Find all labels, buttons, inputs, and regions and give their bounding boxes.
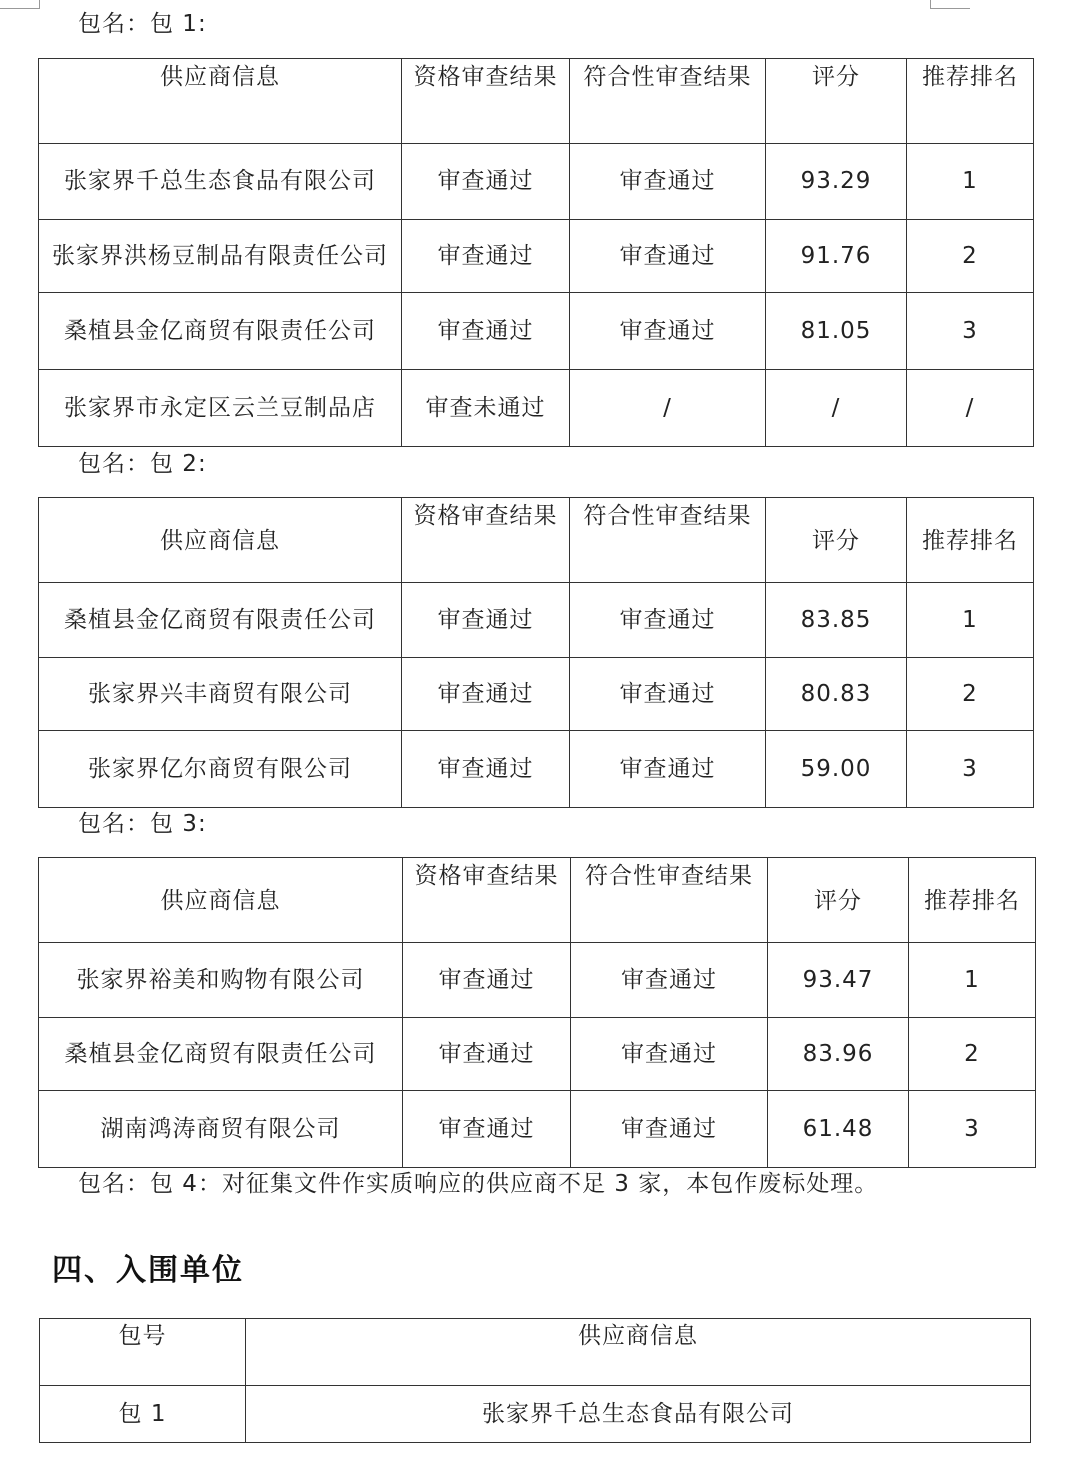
rank-cell: /: [907, 370, 1034, 447]
header-cell: 供应商信息: [39, 498, 402, 583]
qualification-cell: 审查通过: [402, 144, 570, 220]
table-row: [40, 1386, 1031, 1443]
package-3-label: 包名：包 3:: [78, 811, 207, 837]
qualification-cell: 审查通过: [402, 658, 570, 731]
score-cell: 61.48: [768, 1091, 909, 1168]
supplier-cell: 张家界兴丰商贸有限公司: [39, 658, 402, 731]
qualification-cell: 审查通过: [402, 293, 570, 370]
header-cell: 资格审查结果: [403, 858, 571, 943]
header-cell: 推荐排名: [907, 59, 1034, 144]
rank-cell: 2: [907, 658, 1034, 731]
supplier-cell: 桑植县金亿商贸有限责任公司: [39, 1018, 403, 1091]
rank-cell: 3: [907, 731, 1034, 808]
score-cell: 91.76: [766, 220, 907, 293]
table-header-row: [40, 1319, 1031, 1386]
header-cell: 评分: [766, 498, 907, 583]
header-cell: 推荐排名: [907, 498, 1034, 583]
rank-cell: 3: [909, 1091, 1036, 1168]
supplier-cell: 张家界洪杨豆制品有限责任公司: [39, 220, 402, 293]
table-row: [39, 658, 1034, 731]
package-2-table: [38, 497, 1034, 808]
rank-cell: 1: [907, 144, 1034, 220]
table-row: [39, 731, 1034, 808]
header-cell: 供应商信息: [246, 1319, 1031, 1386]
score-cell: 81.05: [766, 293, 907, 370]
package-4-note: 包名：包 4：对征集文件作实质响应的供应商不足 3 家，本包作废标处理。: [78, 1171, 879, 1197]
package-2-label: 包名：包 2:: [78, 451, 207, 477]
compliance-cell: 审查通过: [570, 220, 766, 293]
supplier-cell: 张家界裕美和购物有限公司: [39, 943, 403, 1018]
table-row: [39, 943, 1036, 1018]
compliance-cell: 审查通过: [571, 943, 768, 1018]
table-row: [39, 1018, 1036, 1091]
compliance-cell: 审查通过: [570, 658, 766, 731]
package-number-cell: 包 1: [40, 1386, 246, 1443]
compliance-cell: 审查通过: [570, 144, 766, 220]
qualification-cell: 审查通过: [402, 583, 570, 658]
table-header-row: [39, 59, 1034, 144]
score-cell: /: [766, 370, 907, 447]
supplier-cell: 张家界市永定区云兰豆制品店: [39, 370, 402, 447]
supplier-cell: 张家界千总生态食品有限公司: [246, 1386, 1031, 1443]
rank-cell: 2: [907, 220, 1034, 293]
header-cell: 符合性审查结果: [570, 59, 766, 144]
shortlist-table: [39, 1318, 1031, 1443]
score-cell: 93.29: [766, 144, 907, 220]
table-row: [39, 293, 1034, 370]
compliance-cell: 审查通过: [570, 293, 766, 370]
compliance-cell: 审查通过: [570, 731, 766, 808]
compliance-cell: 审查通过: [570, 583, 766, 658]
table-row: [39, 583, 1034, 658]
qualification-cell: 审查未通过: [402, 370, 570, 447]
header-cell: 资格审查结果: [402, 498, 570, 583]
header-cell: 推荐排名: [909, 858, 1036, 943]
table-header-row: [39, 858, 1036, 943]
page-corner-mark-left: [0, 0, 40, 9]
table-row: [39, 370, 1034, 447]
score-cell: 59.00: [766, 731, 907, 808]
header-cell: 资格审查结果: [402, 59, 570, 144]
section-title-shortlist: 四、入围单位: [52, 1253, 244, 1288]
rank-cell: 1: [907, 583, 1034, 658]
score-cell: 83.85: [766, 583, 907, 658]
supplier-cell: 桑植县金亿商贸有限责任公司: [39, 293, 402, 370]
rank-cell: 2: [909, 1018, 1036, 1091]
header-cell: 评分: [766, 59, 907, 144]
header-cell: 包号: [40, 1319, 246, 1386]
score-cell: 83.96: [768, 1018, 909, 1091]
compliance-cell: 审查通过: [571, 1091, 768, 1168]
page-corner-mark-right: [930, 0, 970, 9]
qualification-cell: 审查通过: [403, 943, 571, 1018]
table-row: [39, 220, 1034, 293]
qualification-cell: 审查通过: [403, 1091, 571, 1168]
header-cell: 供应商信息: [39, 858, 403, 943]
rank-cell: 3: [907, 293, 1034, 370]
compliance-cell: /: [570, 370, 766, 447]
rank-cell: 1: [909, 943, 1036, 1018]
package-3-table: [38, 857, 1036, 1168]
header-cell: 评分: [768, 858, 909, 943]
table-row: [39, 144, 1034, 220]
compliance-cell: 审查通过: [571, 1018, 768, 1091]
package-1-table: [38, 58, 1034, 447]
table-row: [39, 1091, 1036, 1168]
header-cell: 符合性审查结果: [571, 858, 768, 943]
package-1-label: 包名：包 1:: [78, 11, 207, 37]
qualification-cell: 审查通过: [402, 220, 570, 293]
qualification-cell: 审查通过: [403, 1018, 571, 1091]
supplier-cell: 湖南鸿涛商贸有限公司: [39, 1091, 403, 1168]
supplier-cell: 张家界亿尔商贸有限公司: [39, 731, 402, 808]
score-cell: 80.83: [766, 658, 907, 731]
score-cell: 93.47: [768, 943, 909, 1018]
header-cell: 符合性审查结果: [570, 498, 766, 583]
supplier-cell: 桑植县金亿商贸有限责任公司: [39, 583, 402, 658]
qualification-cell: 审查通过: [402, 731, 570, 808]
table-header-row: [39, 498, 1034, 583]
header-cell: 供应商信息: [39, 59, 402, 144]
supplier-cell: 张家界千总生态食品有限公司: [39, 144, 402, 220]
